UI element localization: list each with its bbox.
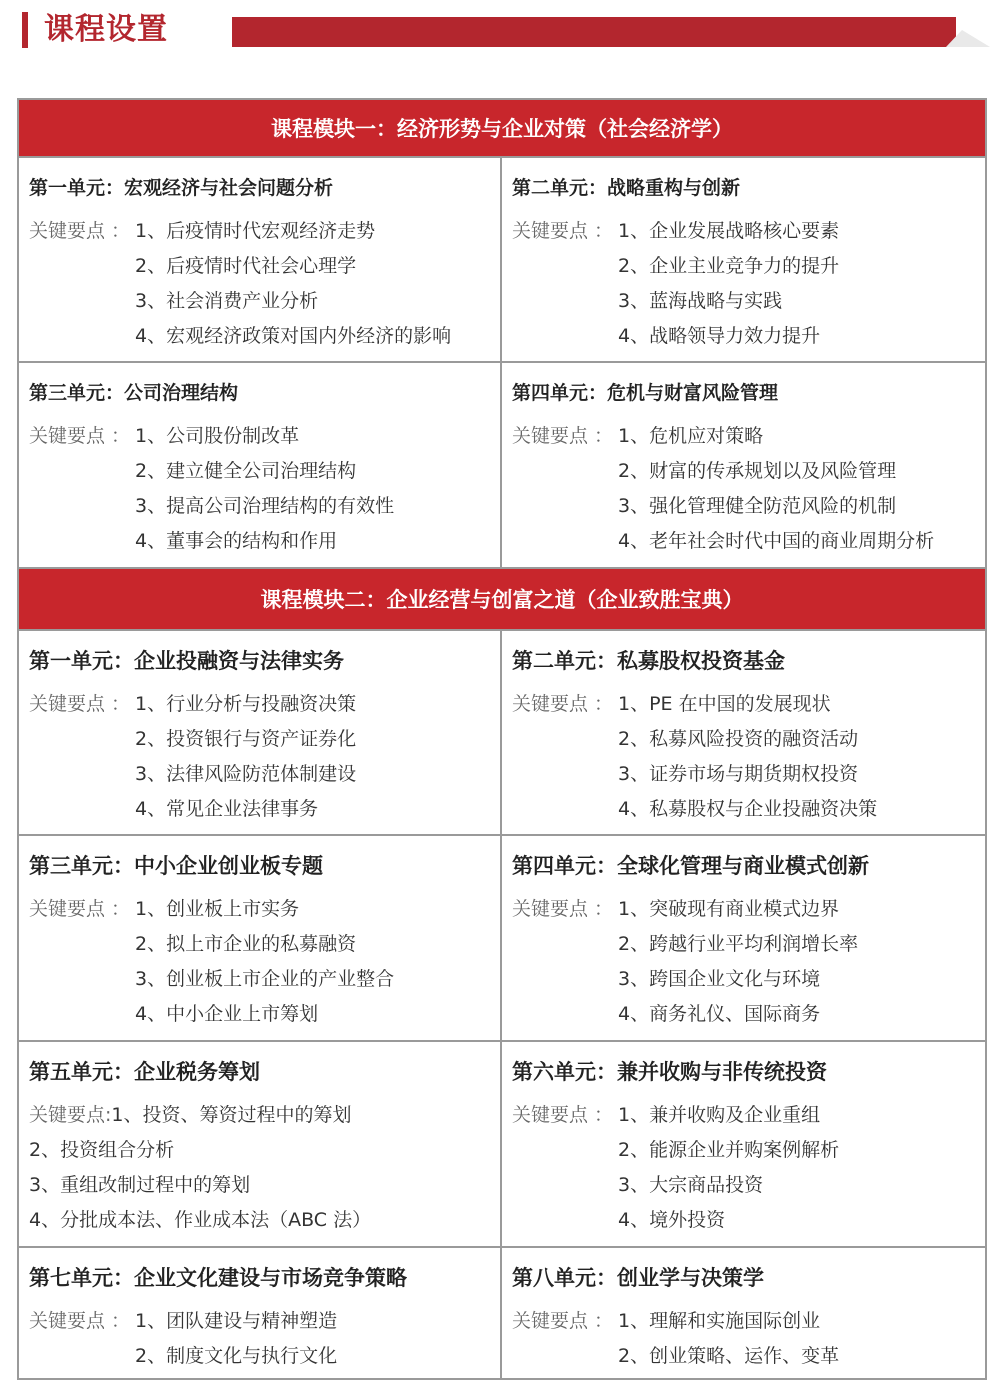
unit-cell xyxy=(19,631,502,834)
unit-cell xyxy=(502,1042,985,1246)
key-point: 3、大宗商品投资 xyxy=(618,1174,764,1196)
key-point: 2、跨越行业平均利润增长率 xyxy=(618,933,859,955)
key-point: 4、老年社会时代中国的商业周期分析 xyxy=(618,530,935,552)
module-2-header: 课程模块二：企业经营与创富之道（企业致胜宝典） xyxy=(19,569,985,631)
key-points-label: 关键要点 ： xyxy=(512,220,614,242)
key-points-label: 关键要点 ： xyxy=(29,898,131,920)
unit-cell xyxy=(502,631,985,834)
header-accent-bar xyxy=(22,12,28,48)
key-point: 关键要点 ： 1、公司股份制改革 xyxy=(29,419,490,454)
key-point: 关键要点 ： 1、企业发展战略核心要素 xyxy=(512,214,975,249)
key-point: 关键要点 ： 1、后疫情时代宏观经济走势 xyxy=(29,214,490,249)
key-point: 关键要点 ： 1、PE 在中国的发展现状 xyxy=(512,687,975,722)
key-point: 2、私募风险投资的融资活动 xyxy=(618,728,859,750)
key-point: 关键要点 ： 1、兼并收购及企业重组 xyxy=(512,1098,975,1133)
unit-cell xyxy=(502,1248,985,1378)
key-points-label: 关键要点 ： xyxy=(29,693,131,715)
module-2-row-1 xyxy=(19,631,985,836)
unit-title: 第八单元：创业学与决策学 xyxy=(512,1266,764,1290)
page-title: 课程设置 xyxy=(44,12,168,47)
module-2-row-4 xyxy=(19,1248,985,1378)
unit-cell xyxy=(19,158,502,361)
key-point: 2、投资银行与资产证券化 xyxy=(135,728,357,750)
key-point: 3、跨国企业文化与环境 xyxy=(618,968,821,990)
course-table xyxy=(17,98,987,1380)
key-point: 3、社会消费产业分析 xyxy=(135,290,319,312)
unit-cell xyxy=(19,1042,502,1246)
key-points-label: 关键要点 ： xyxy=(512,898,614,920)
key-point: 4、常见企业法律事务 xyxy=(135,798,319,820)
key-point: 4、中小企业上市筹划 xyxy=(135,1003,319,1025)
key-point: 关键要点:1、投资、筹资过程中的筹划 xyxy=(29,1104,352,1126)
unit-cell xyxy=(19,363,502,567)
key-point: 3、蓝海战略与实践 xyxy=(618,290,783,312)
unit-cell xyxy=(502,363,985,567)
unit-title: 第七单元：企业文化建设与市场竞争策略 xyxy=(29,1266,407,1290)
key-point: 2、制度文化与执行文化 xyxy=(135,1345,338,1367)
unit-title: 第三单元：公司治理结构 xyxy=(29,382,239,404)
unit-title: 第一单元：宏观经济与社会问题分析 xyxy=(29,177,334,199)
unit-cell xyxy=(502,158,985,361)
key-point: 2、创业策略、运作、变革 xyxy=(618,1345,840,1367)
key-points-label: 关键要点 ： xyxy=(512,425,614,447)
key-point: 2、财富的传承规划以及风险管理 xyxy=(618,460,897,482)
key-points-label: 关键要点 ： xyxy=(29,1310,131,1332)
key-point: 4、董事会的结构和作用 xyxy=(135,530,338,552)
key-point: 4、战略领导力效力提升 xyxy=(618,325,821,347)
key-points-label: 关键要点 ： xyxy=(29,425,131,447)
key-points-label: 关键要点 ： xyxy=(512,693,614,715)
key-points-label: 关键要点 ： xyxy=(512,1104,614,1126)
unit-title: 第二单元：战略重构与创新 xyxy=(512,177,741,199)
key-point: 2、投资组合分析 xyxy=(29,1139,175,1161)
module-2-row-2 xyxy=(19,836,985,1042)
key-points-label: 关键要点: xyxy=(29,1104,112,1126)
key-point: 关键要点 ： 1、创业板上市实务 xyxy=(29,892,490,927)
key-point: 2、企业主业竞争力的提升 xyxy=(618,255,840,277)
key-point: 关键要点 ： 1、危机应对策略 xyxy=(512,419,975,454)
key-point: 关键要点 ： 1、行业分析与投融资决策 xyxy=(29,687,490,722)
unit-cell xyxy=(19,836,502,1040)
key-point: 3、强化管理健全防范风险的机制 xyxy=(618,495,897,517)
unit-title: 第一单元：企业投融资与法律实务 xyxy=(29,649,344,673)
key-point: 4、分批成本法、作业成本法（ABC 法） xyxy=(29,1209,372,1231)
unit-title: 第六单元：兼并收购与非传统投资 xyxy=(512,1060,827,1084)
key-point: 2、后疫情时代社会心理学 xyxy=(135,255,357,277)
unit-cell xyxy=(502,836,985,1040)
key-point: 2、拟上市企业的私募融资 xyxy=(135,933,357,955)
header-red-band xyxy=(232,17,956,47)
unit-title: 第五单元：企业税务筹划 xyxy=(29,1060,260,1084)
key-points-label: 关键要点 ： xyxy=(29,220,131,242)
unit-cell xyxy=(19,1248,502,1378)
key-point: 3、创业板上市企业的产业整合 xyxy=(135,968,395,990)
unit-title: 第四单元：危机与财富风险管理 xyxy=(512,382,779,404)
key-point: 关键要点 ： 1、突破现有商业模式边界 xyxy=(512,892,975,927)
key-point: 2、建立健全公司治理结构 xyxy=(135,460,357,482)
key-point: 4、境外投资 xyxy=(618,1209,726,1231)
key-point: 关键要点 ： 1、理解和实施国际创业 xyxy=(512,1304,975,1339)
key-points-label: 关键要点 ： xyxy=(512,1310,614,1332)
key-point: 4、宏观经济政策对国内外经济的影响 xyxy=(135,325,452,347)
key-point: 3、证券市场与期货期权投资 xyxy=(618,763,859,785)
header-band-tail xyxy=(946,30,990,47)
module-1-row-2 xyxy=(19,363,985,569)
unit-title: 第四单元：全球化管理与商业模式创新 xyxy=(512,854,869,878)
key-point: 3、法律风险防范体制建设 xyxy=(135,763,357,785)
key-point: 4、商务礼仪、国际商务 xyxy=(618,1003,821,1025)
key-point: 3、重组改制过程中的筹划 xyxy=(29,1174,251,1196)
key-point: 2、能源企业并购案例解析 xyxy=(618,1139,840,1161)
key-point: 4、私募股权与企业投融资决策 xyxy=(618,798,878,820)
module-2-row-3 xyxy=(19,1042,985,1248)
unit-title: 第二单元：私募股权投资基金 xyxy=(512,649,785,673)
key-point: 3、提高公司治理结构的有效性 xyxy=(135,495,395,517)
key-point: 关键要点 ： 1、团队建设与精神塑造 xyxy=(29,1304,490,1339)
unit-title: 第三单元：中小企业创业板专题 xyxy=(29,854,323,878)
module-1-header: 课程模块一：经济形势与企业对策（社会经济学） xyxy=(19,100,985,158)
module-1-row-1 xyxy=(19,158,985,363)
